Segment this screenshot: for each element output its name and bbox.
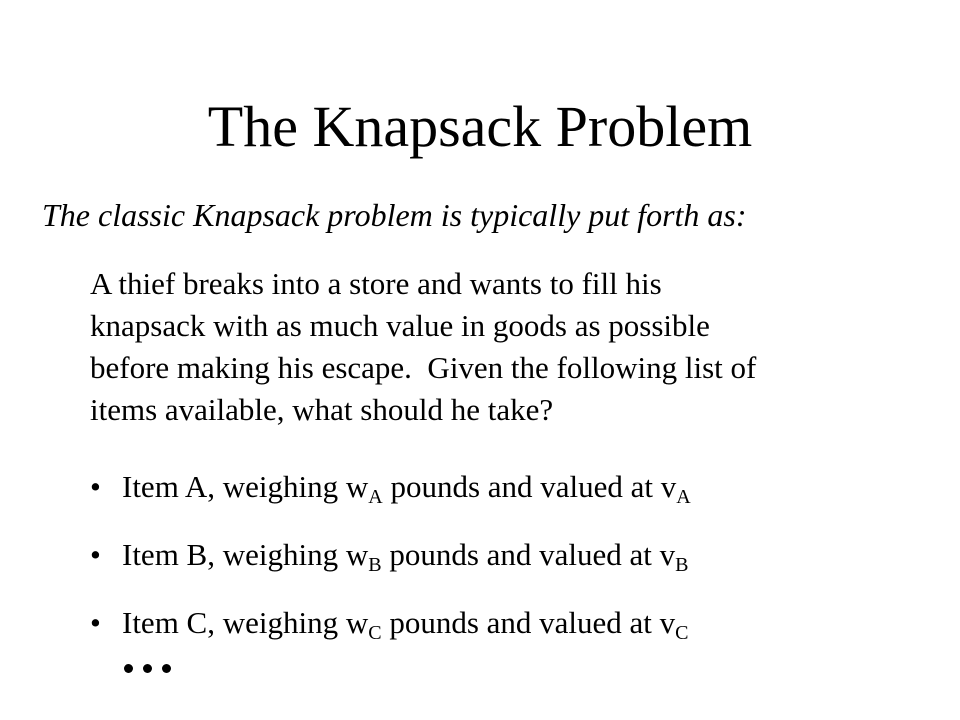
paragraph-line: knapsack with as much value in goods as possible	[90, 308, 710, 343]
item-a-weight-subscript: A	[368, 486, 383, 508]
item-b-weight-subscript: B	[368, 554, 382, 576]
item-b-bullet	[90, 535, 689, 575]
item-b-value-subscript: B	[675, 554, 689, 576]
item-c-bullet	[90, 603, 689, 643]
paragraph-line: items available, what should he take?	[90, 392, 554, 427]
item-a-middle: pounds and valued at v	[382, 469, 677, 504]
ellipsis-dot	[162, 664, 171, 673]
ellipsis-icon	[124, 664, 171, 673]
item-a-value-subscript: A	[676, 486, 691, 508]
slide-title: The Knapsack Problem	[207, 94, 753, 159]
paragraph-line: before making his escape. Given the following list of	[90, 350, 757, 385]
item-c-value-subscript: C	[675, 622, 689, 644]
intro-text: The classic Knapsack problem is typically put forth as:	[42, 197, 747, 233]
item-c-weight-subscript: C	[368, 622, 382, 644]
item-a-prefix: Item A, weighing w	[122, 469, 369, 504]
bullet-icon: •	[90, 605, 101, 640]
problem-paragraph	[90, 263, 910, 431]
item-c-middle: pounds and valued at v	[381, 605, 676, 640]
paragraph-line: A thief breaks into a store and wants to fill his	[90, 266, 662, 301]
ellipsis-dot	[143, 664, 152, 673]
bullet-icon: •	[90, 469, 101, 504]
item-b-prefix: Item B, weighing w	[122, 537, 369, 572]
item-b-middle: pounds and valued at v	[381, 537, 676, 572]
item-a-bullet	[90, 467, 691, 507]
ellipsis-dot	[124, 664, 133, 673]
item-c-prefix: Item C, weighing w	[122, 605, 369, 640]
bullet-icon: •	[90, 537, 101, 572]
